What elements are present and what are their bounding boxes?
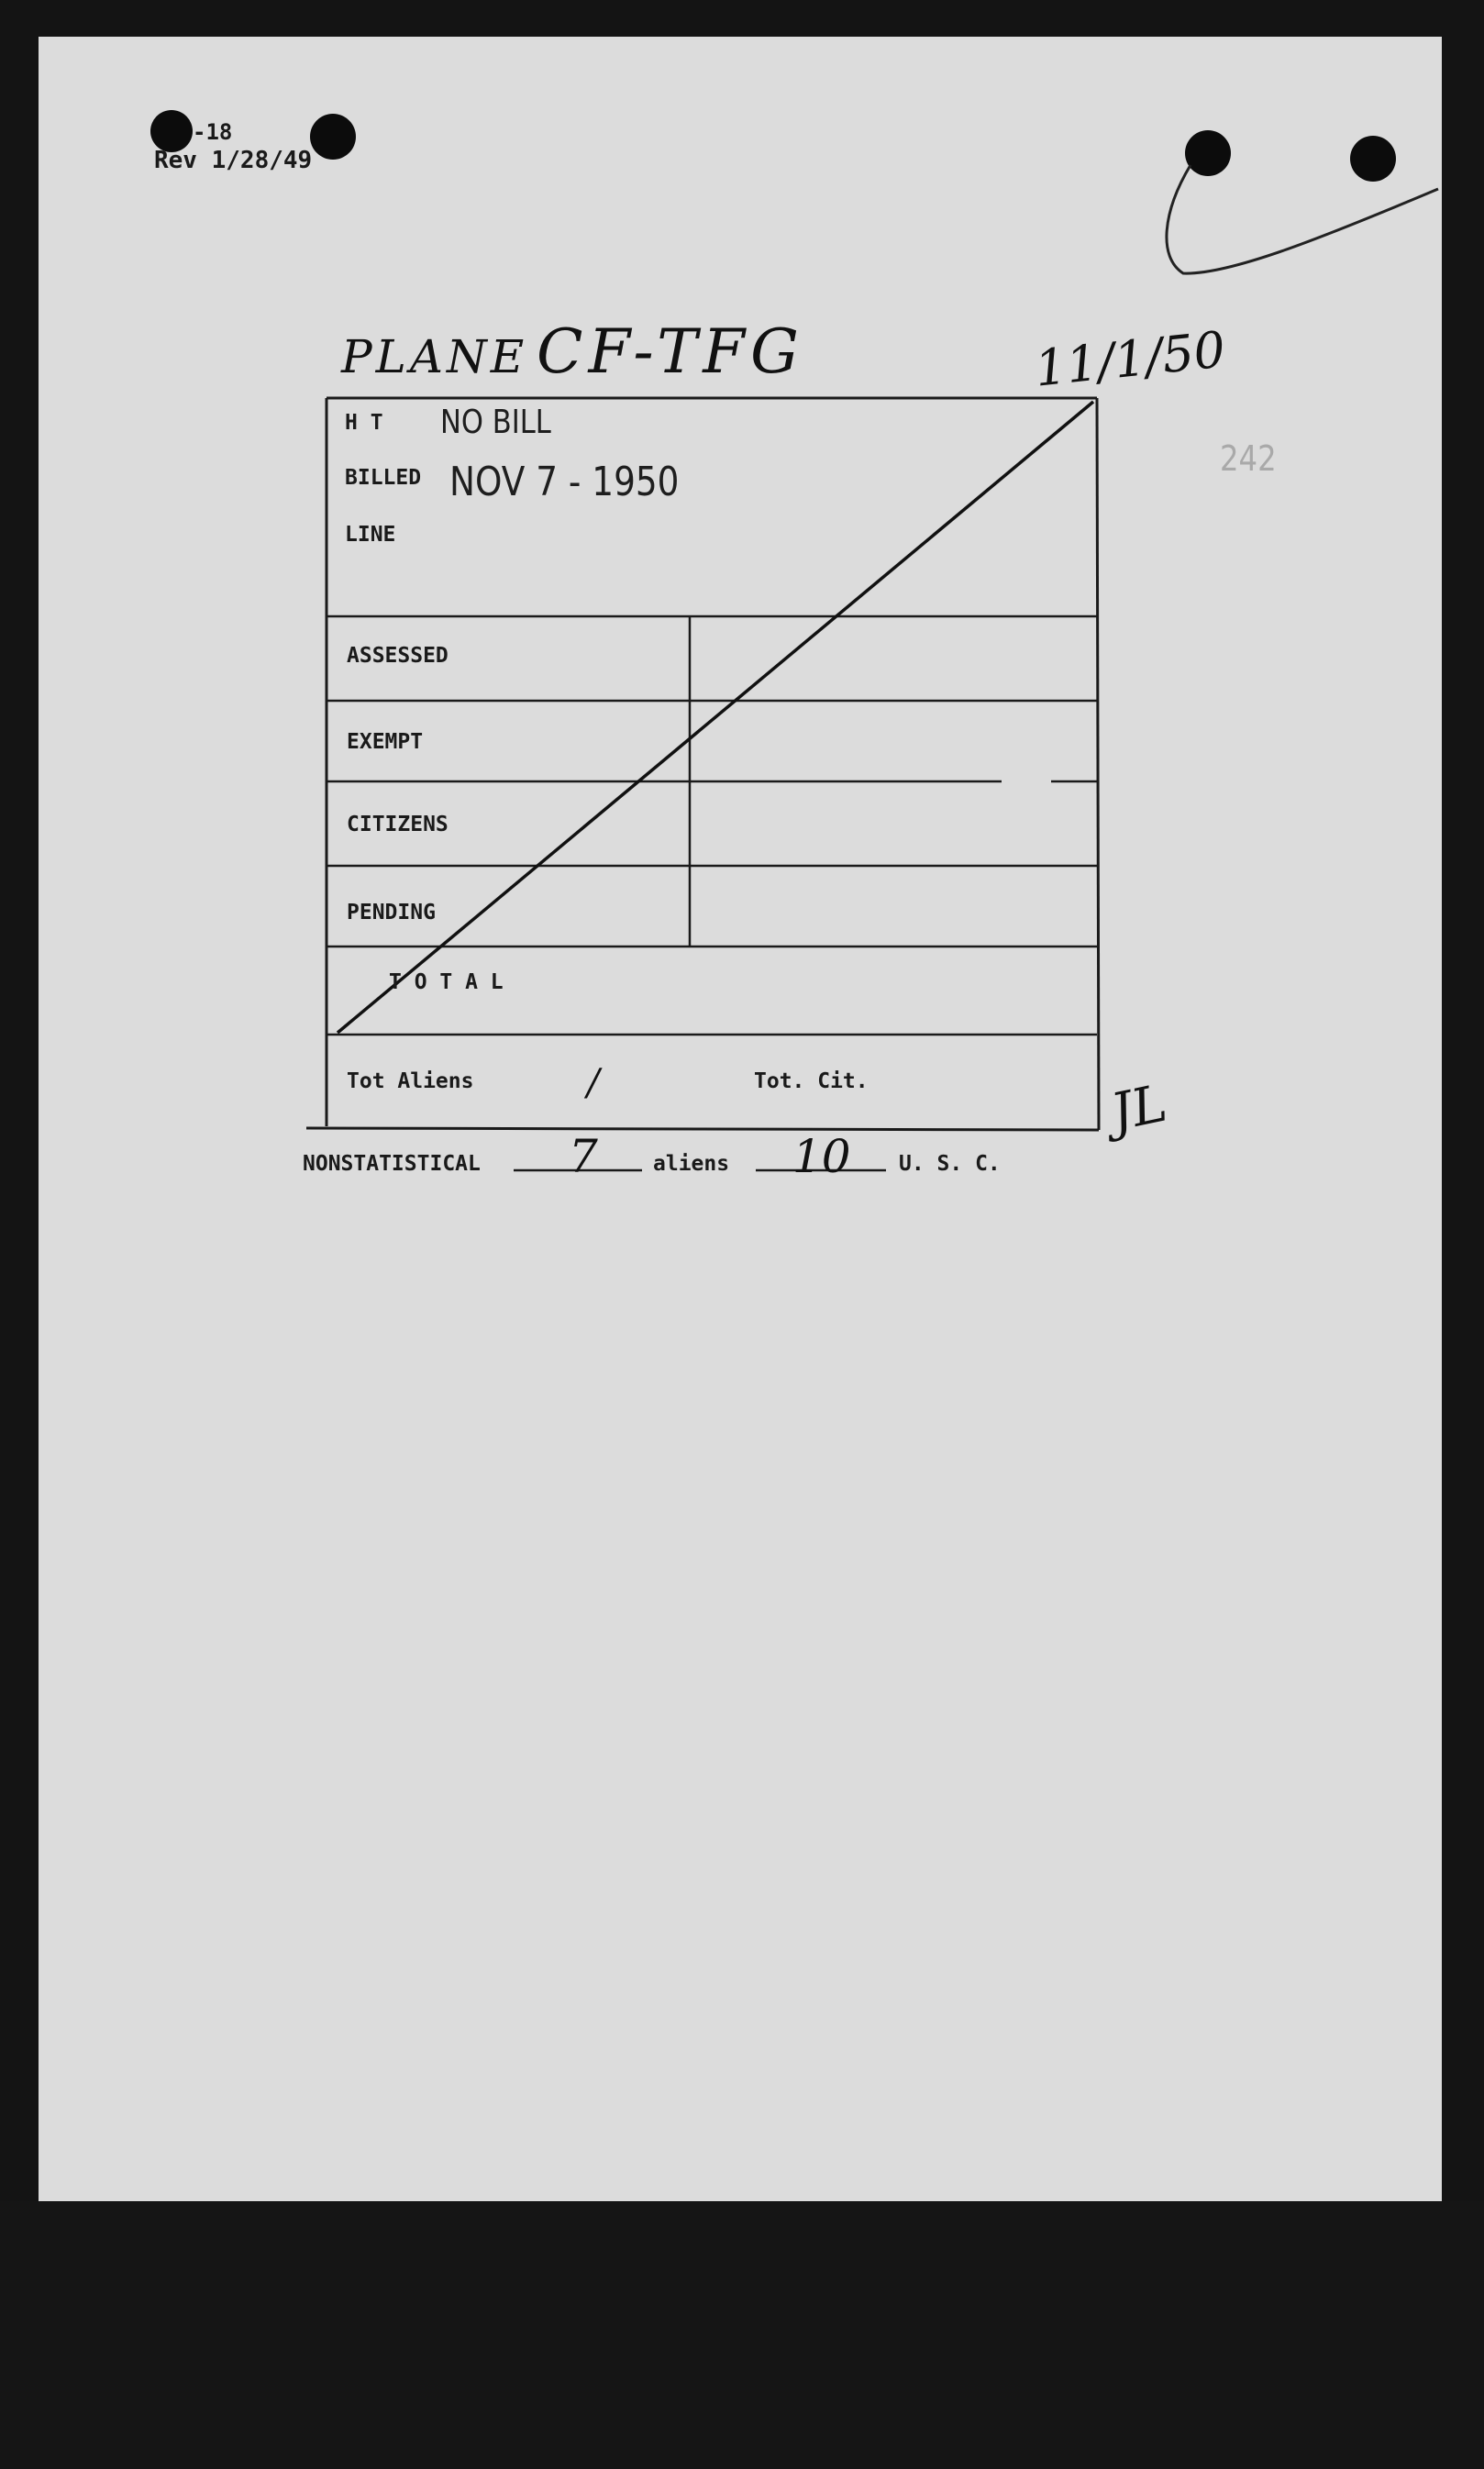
plane-label: PLANE <box>341 330 528 383</box>
tot-cit-label: Tot. Cit. <box>754 1069 869 1093</box>
line-label: LINE <box>345 523 396 547</box>
row-label-exempt: EXEMPT <box>347 730 424 754</box>
total-label: T O T A L <box>389 970 504 994</box>
row-label-citizens: CITIZENS <box>347 813 449 836</box>
handwritten-initials: JL <box>1105 1073 1172 1144</box>
nonstatistical-aliens-count: 7 <box>569 1130 598 1183</box>
plane-id: CF-TFG <box>537 316 804 387</box>
ht-stamp: NO BILL <box>440 404 551 441</box>
date-handwritten: 11/1/50 <box>1032 320 1228 398</box>
row-label-pending: PENDING <box>347 901 436 924</box>
billed-label: BILLED <box>345 466 422 490</box>
form-revision: Rev 1/28/49 <box>154 147 313 174</box>
tot-aliens-label: Tot Aliens <box>347 1069 474 1093</box>
nonstatistical-usc-label: U. S. C. <box>899 1152 1001 1176</box>
nonstatistical-label: NONSTATISTICAL <box>303 1152 481 1176</box>
row-label-assessed: ASSESSED <box>347 644 449 668</box>
scan-background <box>0 2201 1484 2469</box>
nonstatistical-usc-count: 10 <box>792 1130 851 1183</box>
page-stamp: 242 <box>1220 438 1277 479</box>
form-number: -18 <box>193 119 233 145</box>
nonstatistical-aliens-label: aliens <box>653 1152 730 1176</box>
tot-aliens-value: / <box>587 1062 600 1104</box>
billed-date-stamp: NOV 7 - 1950 <box>449 459 680 505</box>
ht-label: H T <box>345 411 383 435</box>
